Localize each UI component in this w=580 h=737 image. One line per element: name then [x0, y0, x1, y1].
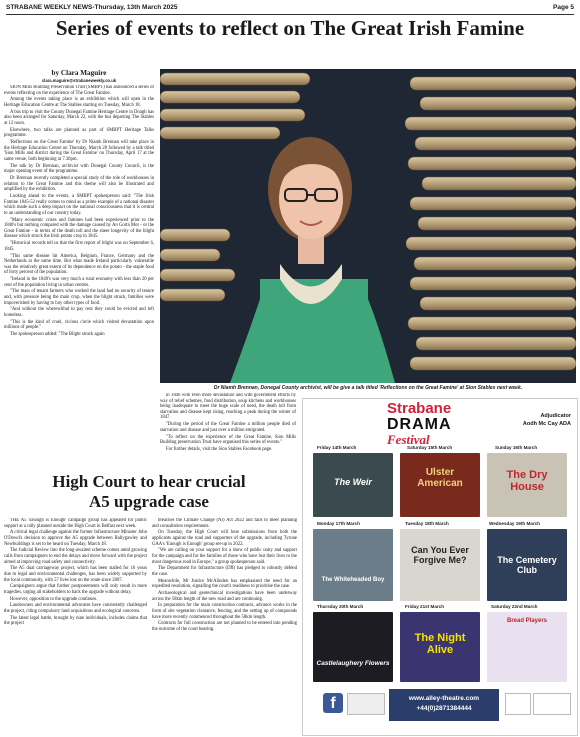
show-tile: Can You Ever Forgive Me?	[400, 529, 480, 601]
page-number: Page 5	[553, 4, 574, 11]
festival-brand: Strabane DRAMA Festival	[387, 400, 452, 447]
drama-festival-ad	[302, 398, 578, 736]
day-label: Wednesday 19th March	[489, 521, 540, 526]
show-tile: The Cemetery Club	[487, 529, 567, 601]
famine-column-1: SION Mills Building Preservation Trust (SMBPT) has announced a series of events reflecting on the experience of The Great Famine. Among the events taking place is an exhibition which will open in the Heritage Education Centre at The Stables starting on Tuesday, March 18. A bus trip to visit the County Donegal Famine Heritage Centre in Doagh has also been arranged for Saturday, March 22, with the bus departing The Stables at 12 noon. Elsewhere, two talks are planned as part of SMBPT Heritage Talks programme. 'Reflections on the Great Famine' by Dr Niamh Brennan will take place in the Heritage Education Centre on Thursday, March 20 followed by a talk titled 'Sion Mills and district during the Great Famine' on Thursday, April 17 at the same venue, both beginning at 7.30pm. The talk by Dr Brennan, archivist with Donegal County Council, is the major opening event of the programme. Dr Brennan recently completed a special study of the role of workhouses in relation to the Great Famine and this theme will also be illustrated and amplified by the exhibition. Looking ahead to the events, a SMBPT spokesperson said: "The Irish Famine 1845-52 really comes to mind as a prime example of a national disaster which made such a deep impact on the national consciousness that it is central to an understanding of our country today. "Many economic crises and famines had been experienced prior to the 1840's but nothing compared with the damage caused by An Gorta Mor - or the Great Famine - in terms of the death toll and the sheer longevity of the blight disease which struck the Irish potato crop in 1845. "Historical records tell us that the first report of blight was on September 6, 1845. "This same disease hit America, Belgium, France, Germany and the Netherlands at the same time. But what made Ireland particularly vulnerable was the relatively great extent of its dependence on the potato - the staple food of forty percent of the population. "Ireland in the 1840's was very much a rural economy with less than 20 per cent of the population living in urban centres. "The mass of tenant farmers who worked the land had no security of tenure and, with pressure being the main crop, when the blight struck, families were impoverished by having to buy other types of food. "And without the wherewithal to pay rent they could be evicted and left homeless. "This is the kind of cruel, vicious circle which visited devastation upon millions of people." The spokesperson added: "The Blight struck again	[4, 85, 154, 338]
facebook-icon: f	[323, 693, 343, 713]
show-tile: Ulster American	[400, 453, 480, 517]
booking-bar	[389, 689, 499, 721]
day-label: Thursday 20th March	[317, 604, 364, 609]
adjudicator-name: Aodh Mc Cay ADA	[522, 421, 571, 427]
sponsor-logo	[533, 693, 571, 715]
photo-caption: Dr Niamh Brennan, Donegal County archivist, will be give a talk titled 'Reflections on the Great Famine' at Sion Stables next week.	[213, 385, 523, 391]
show-tile: The Whiteheaded Boy	[313, 529, 393, 601]
day-label: Monday 17th March	[317, 521, 360, 526]
day-label: Sunday 16th March	[495, 445, 538, 450]
byline: by Clara Maguire	[51, 69, 107, 77]
court-headline: High Court to hear crucial A5 upgrade case	[52, 472, 246, 511]
show-tile: The Dry House	[487, 453, 567, 517]
adjudicator-label: Adjudicator	[540, 413, 571, 419]
court-column-2: breaches the Climate Change (NI) Act 2022 and fails to meet planning and consultation requirements. On Tuesday, the High Court will hear submissions from both the applicants against the road and supporters of the upgrade, including Tyrone GAA's 'Enough is Enough' group set-up in 2022. "We are calling on your support for a show of public unity and support for the campaign and for the families of those who have lost their lives to the most dangerous road in Europe," a group spokesperson said. The Department for Infrastructure (DfI) has pledged to robustly defend the case. Meanwhile, Mr Justice McAlinden has emphasised the need for an expedited resolution, signalling the court's readiness to prioritise the case. Archaeological and geotechnical investigations have been underway across the 58km length of the new road and are continuing. In preparation for the main construction contracts, advance works in the form of site vegetation clearance, fencing, and the setting up of compounds have more recently commenced throughout the 58km length. Contracts for full construction are not planned to be entered into pending the outcome of the court hearing.	[152, 518, 297, 632]
famine-column-2: in 1846 with even more devastation and with government efforts by way of relief schemes, food distribution, soup kitchens and workhouses being inadequate to meet the huge scale of need, the death toll from starvation and disease kept rising, reaching a peak during the winter of 1847. "During the period of the Great Famine a million people died of starvation and disease and just over a million emigrated. "To reflect on the experience of the Great Famine, Sion Mills Building preservation Trust have organised this series of events." For further details, visit the Sion Stables Facebook page.	[160, 393, 296, 452]
show-tile: Bread Players	[487, 612, 567, 682]
famine-headline: Series of events to reflect on The Great Irish Famine	[55, 16, 525, 40]
sponsor-logo	[347, 693, 385, 715]
booking-website[interactable]: www.alley-theatre.com	[408, 695, 480, 702]
sponsor-logo	[505, 693, 531, 715]
day-label: Tuesday 18th March	[405, 521, 449, 526]
show-tile: Castlelaughery Flowers	[313, 612, 393, 682]
day-label: Saturday 15th March	[407, 445, 453, 450]
masthead-date: STRABANE WEEKLY NEWS-Thursday, 13th March 2025	[6, 4, 178, 11]
day-label: Saturday 22nd March	[491, 604, 538, 609]
byline-email: clara.maguire@strabaneweekly.co.uk	[41, 78, 117, 83]
day-label: Friday 21st March	[405, 604, 445, 609]
booking-phone: +44(0)2871384444	[416, 705, 472, 712]
court-column-1: THE A5 'Enough is Enough' campaign group has appealed for public support at a rally planned outside the High Court in Belfast next week. A critical legal challenge against the former Infrastructure Minister John O'Dowd's decision to approve the A5 upgrade between Ballygawley and Newbuildings is set to be heard on Tuesday, March 18. The Judicial Review into the long-awaited scheme comes amid growing calls from campaigners to end the delays and move forward with the project aimed at improving road safety and connectivity. The A5 dual carriageway project, which has been stalled for 16 years due to legal and environmental challenges, has been widely supported by the local community, with 57 lives lost on the route since 2007. Campaigners argue that further postponements will only result in more tragedies, urging all stakeholders to back the upgrade without delay. However, opposition to the upgrade continues. Landowners and environmental advocates have consistently challenged the project, citing compulsory land acquisitions and ecological concerns. The latest legal battle, brought by nine individuals, includes claims that the project	[4, 518, 147, 627]
archivist-photo	[160, 69, 576, 383]
day-label: Friday 14th March	[317, 445, 357, 450]
show-tile: The Weir	[313, 453, 393, 517]
show-tile: The Night Alive	[400, 612, 480, 682]
